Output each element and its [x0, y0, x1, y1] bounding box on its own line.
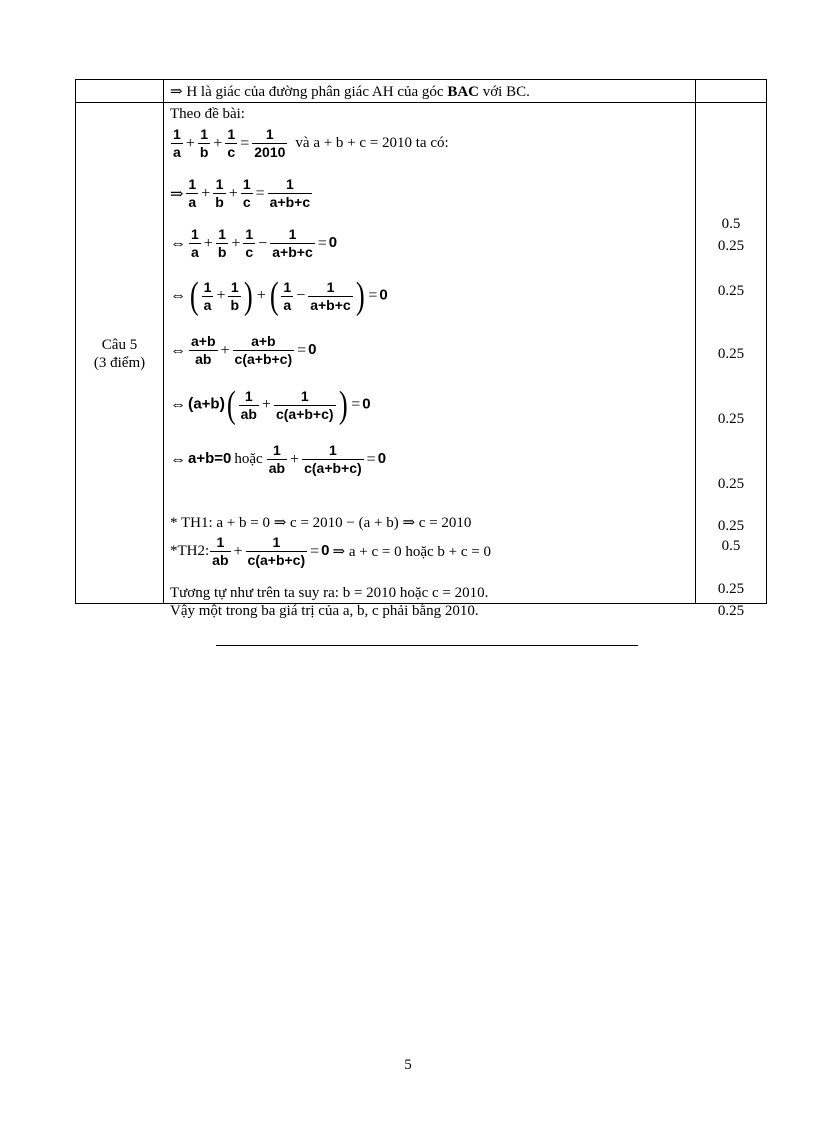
conclusion-line: Vậy một trong ba giá trị của a, b, c phải bằng 2010. — [170, 603, 479, 619]
table-row — [76, 80, 767, 103]
case-1: * TH1: a + b = 0 ⇒ c = 2010 − (a + b) ⇒ c = 2010 — [170, 515, 472, 531]
score-column — [696, 103, 767, 619]
intro-line — [170, 105, 245, 123]
similar-line: Tương tự như trên ta suy ra: b = 2010 hoặc c = 2010. — [170, 585, 489, 601]
intro-text: Theo đề bài: — [170, 105, 245, 122]
question-points: (3 điểm) — [93, 355, 146, 371]
score: 0.25 — [717, 238, 745, 254]
solution-table — [75, 79, 767, 619]
row1-text-after: với BC. — [482, 84, 530, 100]
fraction: $\frac{1}{a}$ — [173, 126, 181, 160]
score: 0.25 — [717, 518, 745, 534]
case-2: *TH2: $\frac{1}{ab}$ + $\frac{1}{c(a+b+c)}$ = 0 ⇒ a + c = 0 hoặc b + c = 0 — [170, 534, 491, 568]
score: 0.25 — [717, 411, 745, 427]
question-number: Câu 5 — [101, 337, 138, 353]
solution-cell — [164, 103, 696, 619]
row1-text-before: H là giác của đường phân giác AH của góc — [186, 84, 444, 100]
angle-bac: BAC — [447, 84, 479, 100]
question-label — [76, 336, 163, 372]
question-cell-empty — [76, 80, 164, 103]
score: 0.25 — [717, 476, 745, 492]
solution-work — [164, 103, 695, 619]
page-number: 5 — [404, 1057, 412, 1073]
question-cell — [76, 103, 164, 604]
score: 0.25 — [717, 603, 745, 619]
fraction: $\frac{1}{2010}$ — [254, 126, 286, 160]
implies-symbol: ⇒ — [170, 84, 183, 100]
fraction: $\frac{1}{c}$ — [227, 126, 236, 160]
table-row — [76, 103, 767, 604]
solution-cell — [164, 80, 696, 103]
solution-table-wrapper — [75, 79, 767, 619]
step-equiv-3: ⇔ $\frac{a+b}{ab}$ + $\frac{a+b}{c(a+b+c)}$ = 0 — [170, 333, 317, 367]
score-cell-empty — [696, 80, 767, 103]
score: 0.5 — [721, 538, 741, 554]
end-rule — [216, 645, 638, 646]
step-implies: ⇒ $\frac{1}{a}$ + $\frac{1}{b}$ + $\frac{1}{c}$ = $\frac{1}{a+b+c}$ — [170, 176, 311, 210]
step-equiv-4: ⇔ (a+b)( $\frac{1}{ab}$ + $\frac{1}{c(a+b+c)}$ ) = 0 — [170, 384, 371, 426]
score: 0.5 — [721, 216, 741, 232]
score: 0.25 — [717, 283, 745, 299]
step-equiv-2: ⇔ ( $\frac{1}{a}$ + $\frac{1}{b}$ ) + ( $\frac{1}{a}$ − $\frac{1}{a+b+c}$ ) = 0 — [170, 275, 388, 317]
step-equiv-1: ⇔ $\frac{1}{a}$ + $\frac{1}{b}$ + $\frac{1}{c}$ − $\frac{1}{a+b+c}$ = 0 — [170, 226, 338, 260]
score: 0.25 — [717, 581, 745, 597]
score: 0.25 — [717, 346, 745, 362]
given-text: và a + b + c = 2010 ta có: — [295, 135, 449, 151]
given-equation: $\frac{1}{a}$ + $\frac{1}{b}$ + $\frac{1}{c}$ = $\frac{1}{2010}$ và a + b + c = 2010 ta có: — [170, 127, 452, 160]
step-equiv-5: ⇔ a+b=0 hoặc $\frac{1}{ab}$ + $\frac{1}{c(a+b+c)}$ = 0 — [170, 442, 387, 476]
fraction: $\frac{1}{b}$ — [199, 126, 209, 160]
